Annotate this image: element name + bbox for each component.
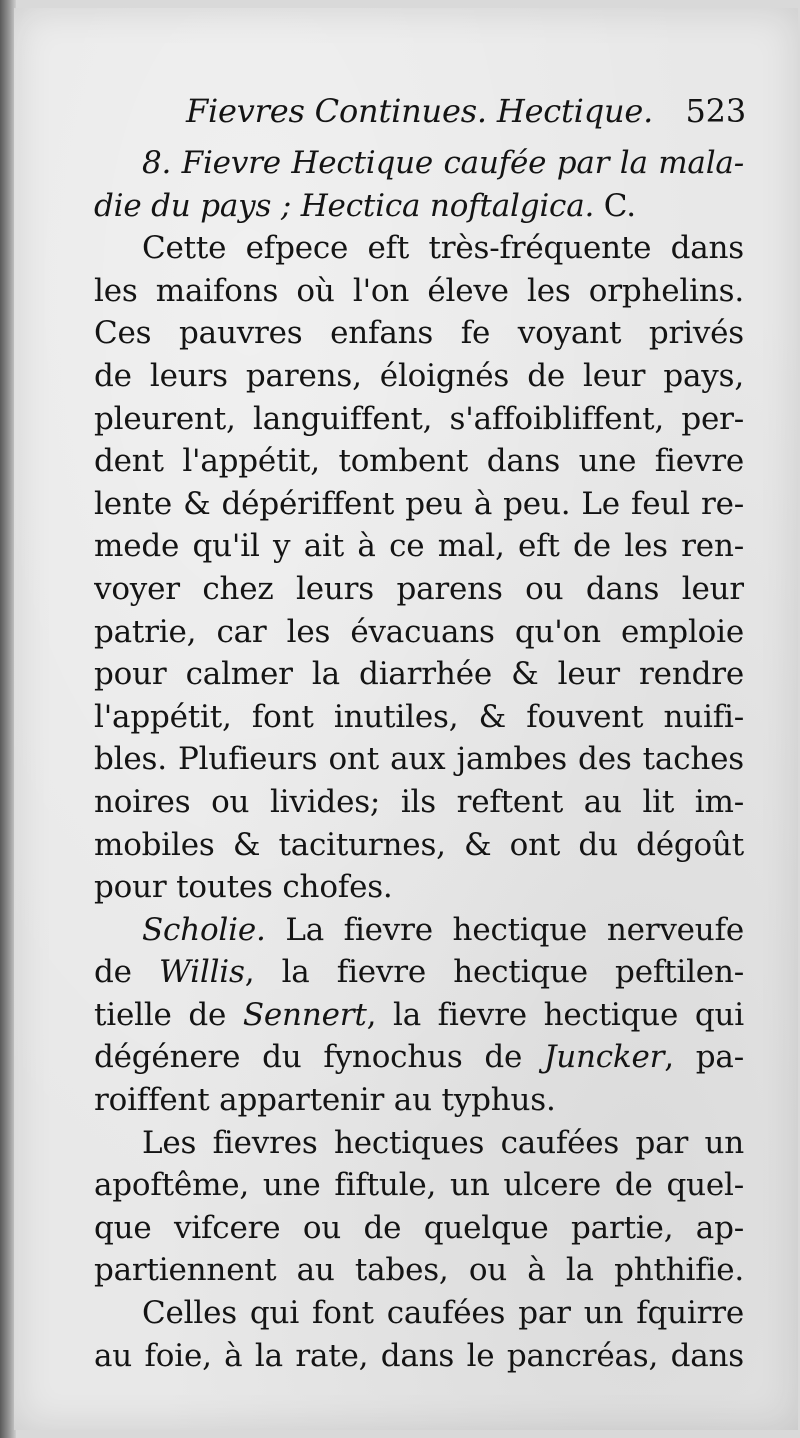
text-line: l'appétit, font inutiles, & fouvent nuifi-	[94, 698, 744, 735]
running-head: Fievres Continues. Hectique.	[186, 92, 654, 130]
text-line: pour calmer la diarrhée & leur rendre	[94, 656, 744, 693]
text-line: Cette efpece eft très-fréquente dans	[142, 230, 744, 267]
page-header	[94, 92, 744, 142]
text-line: noires ou livides; ils reftent au lit im-	[94, 783, 744, 820]
text-line: dent l'appétit, tombent dans une fievre	[94, 443, 744, 480]
text-line: roiffent appartenir au typhus.	[94, 1082, 556, 1119]
text-line: au foie, à la rate, dans le pancréas, dans	[94, 1337, 744, 1374]
text-line: partiennent au tabes, ou à la phthifie.	[94, 1252, 744, 1289]
text-line: lente & dépériffent peu à peu. Le feul re-	[94, 485, 744, 522]
text-line: les maifons où l'on éleve les orphelins.	[94, 272, 744, 309]
section-heading-line-1: 8. Fievre Hectique caufée par la mala-	[142, 145, 744, 181]
text-line: mobiles & taciturnes, & ont du dégoût	[94, 826, 744, 863]
text-line: Les fievres hectiques caufées par un	[142, 1124, 744, 1161]
text-line: pleurent, languiffent, s'affoibliffent, per-	[94, 400, 744, 437]
text-line: Ces pauvres enfans fe voyant privés	[94, 315, 744, 352]
text-line: pour toutes chofes.	[94, 869, 393, 906]
text-line: Celles qui font caufées par un fquirre	[142, 1295, 744, 1332]
text-line: bles. Plufieurs ont aux jambes des taches	[94, 741, 744, 778]
scholie-line: Scholie. La fievre hectique nerveufe	[142, 911, 744, 948]
text-line: de Willis, la fievre hectique peftilen-	[94, 954, 744, 991]
section-heading-line-2: die du pays ; Hectica noftalgica. C.	[94, 187, 636, 224]
text-line: apoftême, une fiftule, un ulcere de quel-	[94, 1167, 744, 1204]
page-number: 523	[685, 92, 746, 130]
page-text	[94, 92, 744, 1377]
text-line: de leurs parens, éloignés de leur pays,	[94, 357, 744, 394]
book-page	[14, 8, 798, 1430]
text-line: que vifcere ou de quelque partie, ap-	[94, 1209, 744, 1246]
text-line: patrie, car les évacuans qu'on emploie	[94, 613, 744, 650]
text-line: voyer chez leurs parens ou dans leur	[94, 570, 744, 607]
text-line: dégénere du fynochus de Juncker, pa-	[94, 1039, 744, 1076]
text-line: tielle de Sennert, la fievre hectique qui	[94, 996, 744, 1033]
text-line: mede qu'il y ait à ce mal, eft de les ren-	[94, 528, 744, 565]
